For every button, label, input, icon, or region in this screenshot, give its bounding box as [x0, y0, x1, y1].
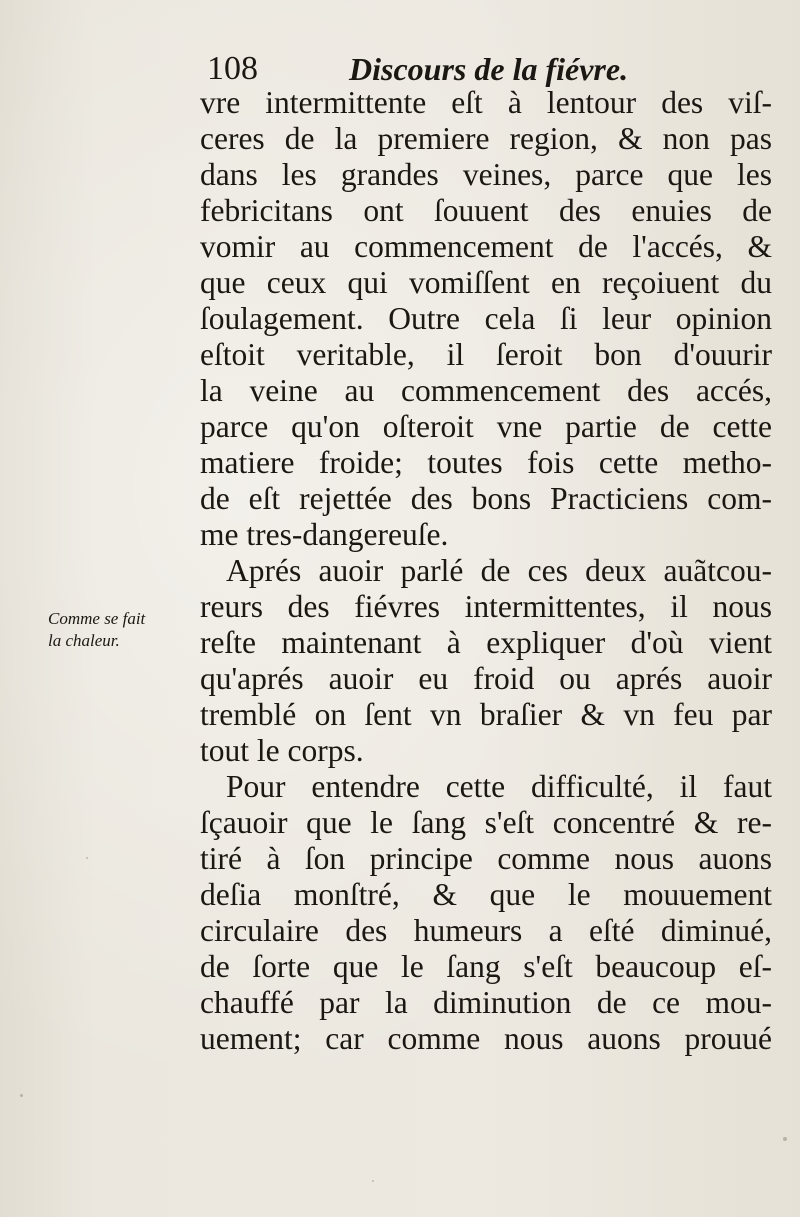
- text-line: que ceux qui vomiſſent en reçoiuent du: [200, 265, 772, 300]
- text-line: deſia monſtré, & que le mouuement: [200, 877, 772, 912]
- text-line: uement; car comme nous auons prouué: [200, 1021, 772, 1056]
- page-number: 108: [207, 50, 258, 87]
- paper-speck: [20, 1094, 23, 1097]
- text-line: Aprés auoir parlé de ces deux auãtcou-: [226, 553, 772, 588]
- text-line: reſte maintenant à expliquer d'où vient: [200, 625, 772, 660]
- text-line: ceres de la premiere region, & non pas: [200, 121, 772, 156]
- running-title: Discours de la fiévre.: [349, 51, 629, 87]
- marginal-note: [48, 608, 188, 652]
- text-line: ſçauoir que le ſang s'eſt concentré & re-: [200, 805, 772, 840]
- paper-speck: [372, 1180, 374, 1182]
- text-line: de ſorte que le ſang s'eſt beaucoup eſ-: [200, 949, 772, 984]
- text-line: la veine au commencement des accés,: [200, 373, 772, 408]
- paper-speck: [783, 1137, 787, 1141]
- text-line: ſoulagement. Outre cela ſi leur opinion: [200, 301, 772, 336]
- marginal-note-line: Comme se fait: [48, 609, 146, 628]
- text-line: Pour entendre cette difficulté, il faut: [226, 769, 772, 804]
- text-line: vomir au commencement de l'accés, &: [200, 229, 772, 264]
- text-line: de eſt rejettée des bons Practiciens com-: [200, 481, 772, 516]
- text-line: chauffé par la diminution de ce mou-: [200, 985, 772, 1020]
- text-line: tiré à ſon principe comme nous auons: [200, 841, 772, 876]
- text-line: dans les grandes veines, parce que les: [200, 157, 772, 192]
- text-line: me tres-dangereuſe.: [200, 517, 449, 552]
- text-line: qu'aprés auoir eu froid ou aprés auoir: [200, 661, 772, 696]
- text-line: eſtoit veritable, il ſeroit bon d'ouurir: [200, 337, 772, 372]
- body-text: [200, 85, 772, 1057]
- text-line: reurs des fiévres intermittentes, il nous: [200, 589, 772, 624]
- text-line: parce qu'on oſteroit vne partie de cette: [200, 409, 772, 444]
- paper-speck: [86, 857, 88, 859]
- text-line: matiere froide; toutes fois cette metho-: [200, 445, 772, 480]
- marginal-note-line: la chaleur.: [48, 631, 120, 650]
- text-line: febricitans ont ſouuent des enuies de: [200, 193, 772, 228]
- text-line: tout le corps.: [200, 733, 364, 768]
- text-line: vre intermittente eſt à lentour des viſ-: [200, 85, 772, 120]
- text-line: circulaire des humeurs a eſté diminué,: [200, 913, 772, 948]
- text-line: tremblé on ſent vn braſier & vn feu par: [200, 697, 772, 732]
